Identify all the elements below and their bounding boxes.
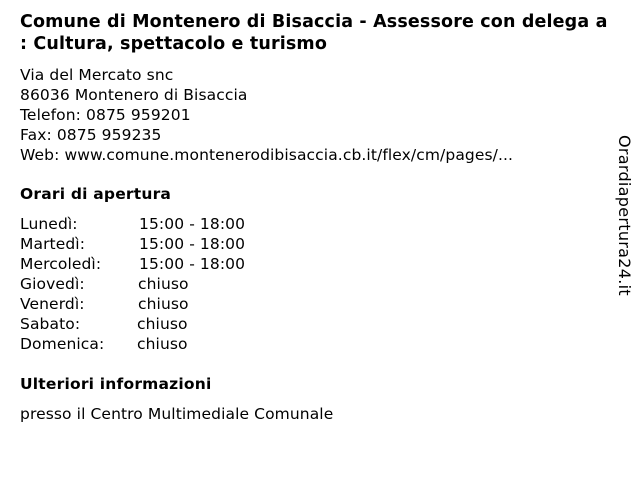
day-label: Sabato:	[20, 315, 81, 333]
day-hours: chiuso	[137, 335, 188, 353]
hours-row-saturday	[20, 314, 340, 334]
address-city: 86036 Montenero di Bisaccia	[20, 86, 248, 104]
hours-row-friday	[20, 294, 340, 314]
hours-row-sunday	[20, 334, 340, 354]
day-label: Venerdì:	[20, 295, 85, 313]
opening-hours-heading: Orari di apertura	[20, 185, 172, 203]
further-info-heading: Ulteriori informazioni	[20, 375, 212, 393]
day-hours: chiuso	[137, 315, 188, 333]
hours-row-tuesday	[20, 234, 340, 254]
day-hours: chiuso	[138, 295, 189, 313]
fax-number: Fax: 0875 959235	[20, 126, 162, 144]
day-label: Domenica:	[20, 335, 105, 353]
hours-row-monday	[20, 214, 340, 234]
contact-block	[20, 65, 513, 165]
opening-hours-list	[20, 214, 340, 354]
address-street: Via del Mercato snc	[20, 66, 174, 84]
further-info-text: presso il Centro Multimediale Comunale	[20, 405, 334, 423]
day-label: Martedì:	[20, 235, 86, 253]
website-link[interactable]: Web: www.comune.montenerodibisaccia.cb.it/flex/cm/pages/...	[20, 146, 514, 164]
day-label: Lunedì:	[20, 215, 78, 233]
site-watermark: Orardiapertura24.it	[615, 135, 634, 296]
day-label: Giovedì:	[20, 275, 85, 293]
day-hours: 15:00 - 18:00	[139, 215, 246, 233]
page-title: Comune di Montenero di Bisaccia - Assessore con delega a : Cultura, spettacolo e turismo	[20, 12, 608, 54]
day-hours: 15:00 - 18:00	[139, 255, 246, 273]
hours-row-thursday	[20, 274, 340, 294]
hours-row-wednesday	[20, 254, 340, 274]
day-hours: 15:00 - 18:00	[139, 235, 246, 253]
day-hours: chiuso	[138, 275, 189, 293]
phone-number: Telefon: 0875 959201	[20, 106, 191, 124]
day-label: Mercoledì:	[20, 255, 102, 273]
